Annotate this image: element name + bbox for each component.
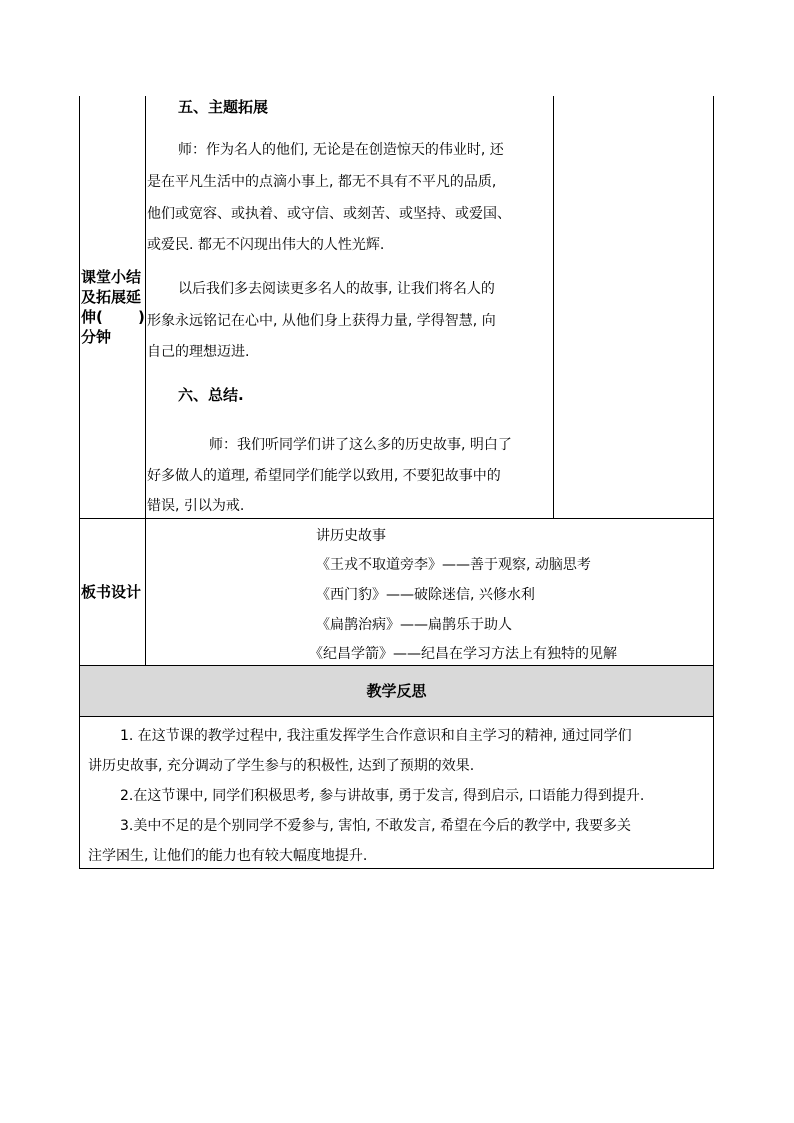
paragraph-line: 师：我们听同学们讲了这么多的历史故事, 明白了 — [209, 437, 512, 453]
reflection-line: 3.美中不足的是个别同学不爱参与, 害怕, 不敢发言, 希望在今后的教学中, 我要多关 — [120, 818, 631, 834]
label-column-divider — [145, 96, 146, 666]
reflection-line: 讲历史故事, 充分调动了学生参与的积极性, 达到了预期的效果. — [88, 758, 475, 774]
paragraph-line: 以后我们多去阅读更多名人的故事, 让我们将名人的 — [178, 281, 495, 297]
paragraph-line: 他们或宽容、或执着、或守信、或刻苦、或坚持、或爱国、 — [147, 206, 511, 222]
paragraph-line: 师：作为名人的他们, 无论是在创造惊天的伟业时, 还 — [178, 142, 504, 158]
board-line: 《纪昌学箭》——纪昌在学习方法上有独特的见解 — [309, 646, 617, 662]
paragraph-line: 或爱民. 都无不闪现出伟大的人性光辉. — [147, 237, 385, 253]
label-line: 课堂小结 — [81, 268, 142, 286]
label-line: 分钟 — [81, 328, 112, 346]
label-line: 及拓展延 — [81, 288, 142, 306]
reflection-line: 2.在这节课中, 同学们积极思考, 参与讲故事, 勇于发言, 得到启示, 口语能力得到提升. — [120, 788, 645, 804]
board-line: 讲历史故事 — [316, 528, 386, 544]
left-border — [79, 96, 80, 869]
paragraph-line: 自己的理想迈进. — [147, 344, 250, 360]
reflection-title: 教学反思 — [366, 682, 427, 700]
right-border — [713, 96, 714, 869]
notes-column-divider — [553, 96, 554, 519]
label-line: 伸( — [81, 308, 103, 326]
paragraph-line: 形象永远铭记在心中, 从他们身上获得力量, 学得智慧, 向 — [147, 313, 496, 329]
section-heading-5: 五、主题拓展 — [178, 98, 269, 116]
board-line: 《王戎不取道旁李》——善于观察, 动脑思考 — [316, 557, 591, 573]
board-line: 《扁鹊治病》——扁鹊乐于助人 — [316, 617, 512, 633]
paragraph-line: 好多做人的道理, 希望同学们能学以致用, 不要犯故事中的 — [147, 468, 501, 484]
board-line: 《西门豹》——破除迷信, 兴修水利 — [316, 587, 535, 603]
row-divider-3 — [79, 716, 714, 717]
bottom-border — [79, 868, 714, 869]
board-design-label: 板书设计 — [81, 583, 142, 601]
paragraph-line: 错误, 引以为戒. — [147, 498, 245, 514]
paragraph-line: 是在平凡生活中的点滴小事上, 都无不具有不平凡的品质, — [147, 174, 497, 190]
row-divider-1 — [79, 518, 714, 519]
reflection-line: 注学困生, 让他们的能力也有较大幅度地提升. — [88, 848, 368, 864]
section-heading-6: 六、总结. — [178, 386, 244, 404]
reflection-line: 1. 在这节课的教学过程中, 我注重发挥学生合作意识和自主学习的精神, 通过同学们 — [120, 728, 632, 744]
label-line: ) — [138, 308, 145, 326]
